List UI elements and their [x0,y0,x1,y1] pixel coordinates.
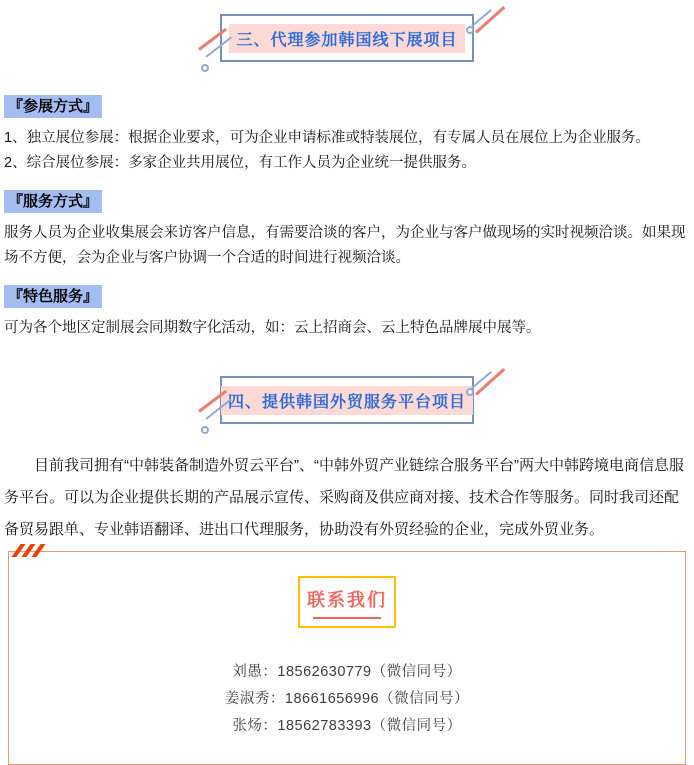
hollow-circle-icon [466,388,474,396]
section-heading-exhibition-method [4,95,694,118]
banner-trade-platform [220,376,474,424]
hollow-circle-icon [201,426,209,434]
body-line: 1、独立展位参展：根据企业要求，可为企业申请标准或特装展位，有专属人员在展位上为企业服务。 [4,130,651,146]
body-line: 2、综合展位参展：多家企业共用展位，有工作人员为企业统一提供服务。 [4,155,477,171]
banner-frame [220,14,474,62]
section-body-exhibition-method [4,126,690,176]
body-line: 可为各个地区定制展会同期数字化活动，如：云上招商会、云上特色品牌展中展等。 [4,320,541,336]
platform-paragraph: 目前我司拥有“中韩装备制造外贸云平台”、“中韩外贸产业链综合服务平台”两大中韩跨境电商信息服务平台。可以为企业提供长期的产品展示宣传、采购商及供应商对接、技术合作等服务。同时我司还配备贸易跟单、专业韩语翻译、进出口代理服务，协助没有外贸经验的企业，完成外贸业务。 [4,457,684,538]
triple-slash-icon [16,544,41,557]
contact-entry: 姜淑秀：18661656996（微信同号） [224,691,470,707]
contact-title-badge [298,576,396,628]
banner-frame [220,376,474,424]
banner-offline-exhibition [220,14,474,62]
hollow-circle-icon [466,26,474,34]
hollow-circle-icon [201,64,209,72]
heading-highlight: 『参展方式』 [4,95,102,118]
section-heading-service-method [4,190,694,213]
title-underline-icon [313,617,381,619]
heading-highlight: 『服务方式』 [4,190,102,213]
section-heading-special-service [4,285,694,308]
section-body-special-service [4,316,690,341]
body-line: 服务人员为企业收集展会来访客户信息，有需要洽谈的客户，为企业与客户做现场的实时视频洽谈。如果现场不方便，会为企业与客户协调一个合适的时间进行视频洽谈。 [4,225,686,266]
contact-box [8,551,686,765]
banner-title: 三、代理参加韩国线下展项目 [229,24,464,53]
banner-title: 四、提供韩国外贸服务平台项目 [221,386,473,415]
contact-list [9,659,685,740]
contact-entry: 张炀：18562783393（微信同号） [232,718,462,734]
contact-title: 联系我们 [307,590,387,610]
contact-entry: 刘愚：18562630779（微信同号） [232,664,462,680]
article-page [0,14,694,737]
heading-highlight: 『特色服务』 [4,285,102,308]
section-body-service-method [4,221,690,271]
